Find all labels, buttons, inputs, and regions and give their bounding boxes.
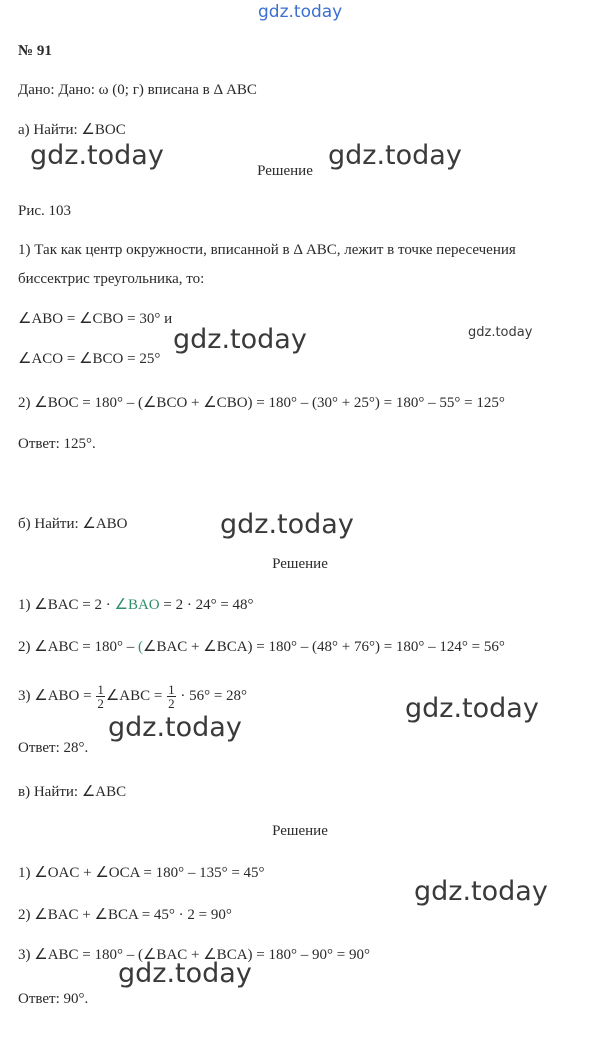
part-a-solution-heading: Решение: [257, 163, 313, 179]
watermark-text: gdz.today: [173, 324, 307, 355]
part-b-step2-post: ∠BAC + ∠BCA) = 180° – (48° + 76°) = 180° – 124° = 56°: [143, 639, 505, 655]
part-c-step2: 2) ∠BAC + ∠BCA = 45° · 2 = 90°: [18, 907, 232, 923]
part-b-solution-heading: Решение: [272, 556, 328, 572]
watermark-text: gdz.today: [328, 140, 462, 171]
part-b-step3-pre: 3) ∠ABO =: [18, 688, 96, 704]
part-c-answer: Ответ: 90°.: [18, 991, 89, 1007]
part-c-step3: 3) ∠ABC = 180° – (∠BAC + ∠BCA) = 180° – 90° = 90°: [18, 947, 370, 963]
part-a-answer: Ответ: 125°.: [18, 436, 96, 452]
top-watermark: gdz.today: [258, 2, 343, 22]
part-b-step1-highlight: ∠BAO: [114, 597, 160, 613]
figure-reference: Рис. 103: [18, 203, 72, 219]
fraction-numerator: 1: [168, 682, 175, 698]
part-b-answer: Ответ: 28°.: [18, 740, 89, 756]
part-a-find: а) Найти: ∠BOC: [18, 122, 126, 138]
part-b-step2-highlight: (: [138, 639, 143, 655]
part-a-eq1: ∠ABO = ∠CBO = 30° и: [18, 311, 173, 327]
part-b-step2-pre: 2) ∠ABC = 180° –: [18, 639, 138, 655]
fraction-one-half: [96, 683, 105, 710]
given-statement: Дано: Дано: ω (0; г) вписана в Δ ABC: [18, 82, 257, 98]
watermark-text: gdz.today: [118, 958, 252, 989]
watermark-text: gdz.today: [414, 876, 548, 907]
watermark-text: gdz.today: [108, 712, 242, 743]
part-b-step1-pre: 1) ∠BAC = 2 ·: [18, 597, 115, 613]
problem-number: № 91: [18, 43, 52, 59]
part-a-step1-line1: 1) Так как центр окружности, вписанной в Δ ABC, лежит в точке пересечения: [18, 242, 516, 258]
watermark-text: gdz.today: [405, 693, 539, 724]
part-b-step1-post: = 2 · 24° = 48°: [159, 597, 254, 613]
fraction-numerator: 1: [97, 682, 104, 698]
watermark-text: gdz.today: [30, 140, 164, 171]
watermark-text: gdz.today: [220, 509, 354, 540]
part-a-step2: 2) ∠BOC = 180° – (∠BCO + ∠CBO) = 180° – (30° + 25°) = 180° – 55° = 125°: [18, 395, 505, 411]
part-b-step1: [18, 596, 254, 614]
part-a-step1-line2: биссектрис треугольника, то:: [18, 271, 205, 287]
watermark-text: gdz.today: [468, 325, 533, 340]
part-b-step3: [18, 680, 247, 712]
part-b-step2: [18, 638, 505, 656]
part-b-find: б) Найти: ∠ABO: [18, 516, 128, 532]
part-c-step1: 1) ∠OAC + ∠OCA = 180° – 135° = 45°: [18, 865, 265, 881]
part-c-find: в) Найти: ∠ABC: [18, 784, 127, 800]
fraction-one-half-2: [167, 683, 176, 710]
part-c-solution-heading: Решение: [272, 823, 328, 839]
fraction-denominator: 2: [97, 696, 104, 712]
fraction-denominator: 2: [168, 696, 175, 712]
part-b-step3-mid: ∠ABC =: [105, 688, 167, 704]
part-a-eq2: ∠ACO = ∠BCO = 25°: [18, 351, 161, 367]
part-b-step3-post: · 56° = 28°: [176, 688, 248, 704]
